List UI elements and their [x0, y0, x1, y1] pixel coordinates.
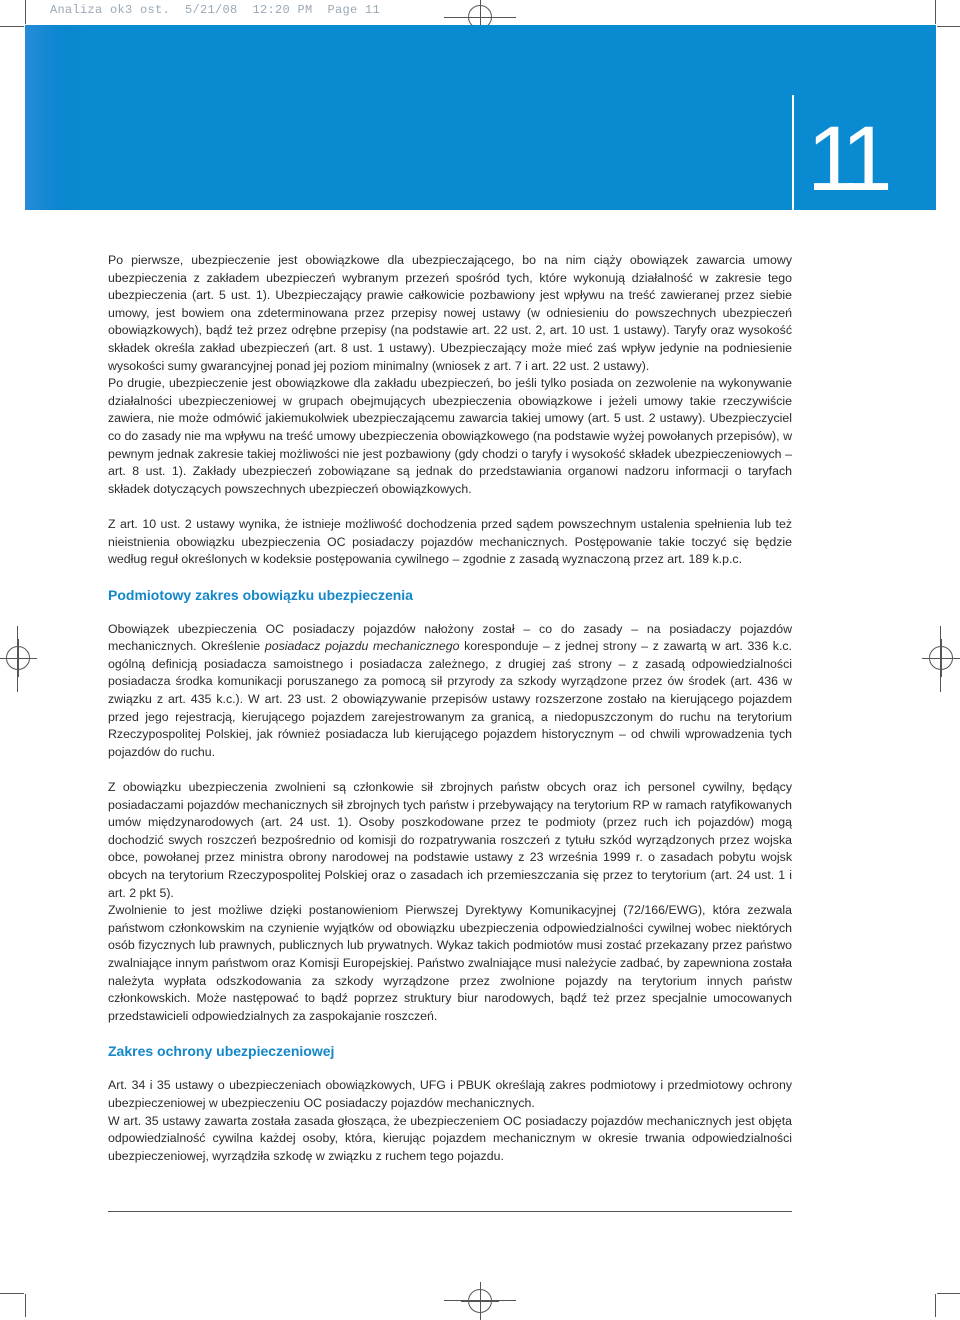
registration-mark-icon	[929, 646, 953, 670]
registration-mark-icon	[468, 1289, 492, 1313]
paragraph-text: Po pierwsze, ubezpieczenie jest obowiązkowe dla ubezpieczającego, bo na nim ciąży obowiązek zawarcia umowy ubezpieczenia z zakładem ubezpieczeń wybranym przezeń spośród tych, które wykonują działalność w zakresie tego ubezpieczenia (art. 5 ust. 1). Ubezpieczający prawie całkowicie pozbawiony jest wpływu na treść zawieranej przez siebie umowy, jest bowiem ona zdeterminowana przez przepisy nowej ustawy (w odniesieniu do powszechnych ubezpieczeń obowiązkowych), bądź też przez odrębne przepisy (na podstawie art. 22 ust. 2, art. 10 ust. 1 ustawy). Taryfy oraz wysokość składek określa zakład ubezpieczeń (art. 8 ust. 1 ustawy). Ubezpieczający może mieć zaś wpływ jedynie na podniesienie wysokości sumy gwarancyjnej ponad jej poziom minimalny (wniosek z art. 7 i art. 22 ust. 2 ustawy).	[108, 253, 792, 373]
page-number: 11	[807, 108, 883, 210]
print-slug: Analiza ok3 ost. 5/21/08 12:20 PM Page 11	[50, 3, 381, 17]
crop-mark	[444, 1300, 516, 1301]
crop-mark	[940, 626, 941, 692]
section-heading: Podmiotowy zakres obowiązku ubezpieczenia	[108, 586, 413, 603]
crop-mark	[17, 626, 18, 692]
section-heading: Zakres ochrony ubezpieczeniowej	[108, 1043, 335, 1060]
body-paragraph	[108, 1113, 792, 1166]
crop-mark	[935, 0, 936, 24]
crop-mark	[937, 1293, 960, 1294]
body-paragraph	[108, 252, 792, 375]
header-banner	[25, 25, 936, 210]
paragraph-text: Z art. 10 ust. 2 ustawy wynika, że istnieje możliwość dochodzenia przed sądem powszechnym ustalenia spełnienia lub też nieistnienia obowiązku ubezpieczenia OC posiadaczy pojazdów mechanicznych. Postępowanie takie toczyć się będzie według reguł określonych w kodeksie postępowania cywilnego – zgodnie z zasadą wyznaczoną przez art. 189 k.p.c.	[108, 516, 792, 567]
crop-mark	[937, 26, 960, 27]
body-paragraph	[108, 375, 792, 498]
paragraph-text: Zwolnienie to jest możliwe dzięki postanowieniom Pierwszej Dyrektywy Komunikacyjnej (72/166/EWG), która zezwala państwom członkowskim na czynienie wyjątków od obowiązku ubezpieczenia odpowiedzialności cywilnej wobec niektórych osób fizycznych lub prawnych, publicznych lub prywatnych. Wykaz takich podmiotów musi zostać przekazany przez państwo zwalniające innym państwom oraz Komisji Europejskiej. Państwo zwalniające musi należycie zadbać, by zapewniona została należyta wypłata odszkodowania za szkody wyrządzone przez zwolnione pojazdy na terytorium innych państw członkowskich. Może następować to bądź poprzez struktury biur narodowych, bądź też przez specjalnie umocowanych przedstawicieli odpowiedzialnych za zaspokajanie roszczeń.	[108, 903, 792, 1023]
paragraph-text: W art. 35 ustawy zawarta została zasada głosząca, że ubezpieczeniem OC posiadaczy pojazdów mechanicznych jest objęta odpowiedzialność cywilna każdej osoby, która, kierując pojazdem mechanicznym w okresie trwania odpowiedzialności ubezpieczeniowej, wyrządziła szkodę w związku z ruchem tego pojazdu.	[108, 1113, 792, 1163]
paragraph-text: koresponduje – z jednej strony – z zawartą w art. 336 k.c. ogólną definicją posiadacza samoistnego i posiadacza zależnego, z drugiej zaś strony – z zasadą odpowiedzialności posiadacza środka komunikacji poruszanego za pomocą sił przyrody za szkody wyrządzone przez ów środek (art. 436 w związku z art. 435 k.c.). W art. 23 ust. 2 obowiązywanie przepisów ustawy rozszerzone zostało na kierującego pojazdem przed jego rejestracją, kierującego pojazdem zarejestrowanym za granicą, a niedopuszczonym do ruchu na terytorium Rzeczypospolitej Polskiej, jak również posiadacza lub kierującego pojazdem historycznym – od chwili wprowadzenia tych pojazdów do ruchu.	[108, 639, 792, 759]
paragraph-text: Obowiązek ubezpieczenia OC posiadaczy pojazdów nałożony został – co do zasady – na posiadaczy pojazdów mechanicznych. Określenie	[108, 621, 792, 654]
banner-divider	[792, 95, 794, 210]
body-paragraph	[108, 902, 792, 1025]
crop-mark	[25, 0, 26, 24]
crop-mark	[444, 17, 516, 18]
paragraph-text: Z obowiązku ubezpieczenia zwolnieni są członkowie sił zbrojnych państw obcych oraz ich personel cywilny, będący posiadaczami pojazdów mechanicznych sił zbrojnych tych państw i przebywający na terytorium RP w ramach ratyfikowanych umów międzynarodowych (art. 24 ust. 1). Osoby poszkodowane przez te podmioty (przez ruch ich pojazdów) mogą dochodzić swych roszczeń bezpośrednio od komisji do rozpatrywania roszczeń z tytułu szkód wyrządzonych przez wojska obce, powołanej przez ministra obrony narodowej na podstawie ustawy z 23 września 1999 r. o zasadach pobytu wojsk obcych na terytorium Rzeczypospolitej Polskiej oraz o zasadach ich przemieszczania się przez to terytorium (art. 24 ust. 1 i art. 2 pkt 5).	[108, 780, 792, 900]
crop-mark	[25, 1294, 26, 1317]
body-paragraph	[108, 621, 792, 762]
body-paragraph	[108, 516, 792, 569]
crop-mark	[935, 1294, 936, 1317]
body-paragraph	[108, 779, 792, 902]
footer-rule	[108, 1211, 792, 1212]
registration-mark-icon	[6, 646, 30, 670]
banner-texture	[25, 25, 85, 210]
paragraph-text: Po drugie, ubezpieczenie jest obowiązkowe dla zakładu ubezpieczeń, bo jeśli tylko posiada on zezwolenie na wykonywanie działalności ubezpieczeniowej w grupach obejmujących ubezpieczenia obowiązkowe i jeżeli umowy takie rzeczywiście zawiera, nie może odmówić jakiemukolwiek ubezpieczającemu zawarcia takiej umowy (art. 5 ust. 2 ustawy). Ubezpieczyciel co do zasady nie ma wpływu na treść umowy ubezpieczenia obowiązkowego (na podstawie wyżej powołanych przepisów), w pewnym jednak zakresie takiej możliwości nie jest pozbawiony (gdy chodzi o taryfy i wysokość składek ubezpieczeniowych – art. 8 ust. 1). Zakłady ubezpieczeń zobowiązane są jednak do przedstawiania organowi nadzoru informacji o taryfach składek dotyczących powszechnych ubezpieczeń obowiązkowych.	[108, 376, 792, 496]
italic-term: posiadacz pojazdu mechanicznego	[264, 639, 460, 654]
body-paragraph	[108, 1077, 792, 1112]
crop-mark	[0, 1293, 24, 1294]
crop-mark	[0, 26, 24, 27]
document-body	[108, 252, 792, 1165]
paragraph-text: Art. 34 i 35 ustawy o ubezpieczeniach obowiązkowych, UFG i PBUK określają zakres podmiotowy i przedmiotowy ochrony ubezpieczeniowej w ubezpieczeniu OC posiadaczy pojazdów mechanicznych.	[108, 1078, 792, 1110]
